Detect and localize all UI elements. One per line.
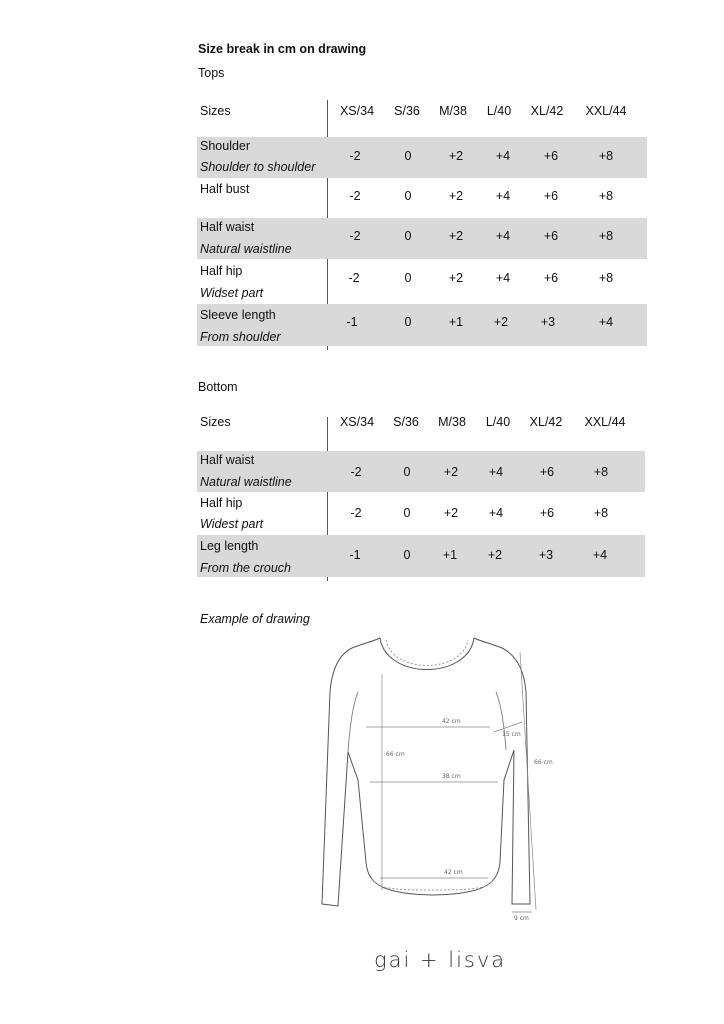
tops-row-half-waist <box>197 218 647 259</box>
cell-xxl: +8 <box>598 149 614 163</box>
neckline-outer <box>380 638 474 670</box>
cell-xl: +6 <box>539 506 555 520</box>
garment-drawing <box>318 632 558 927</box>
cell-l: +4 <box>495 149 511 163</box>
row-label: Half hip <box>200 496 243 510</box>
row-sublabel: Shoulder to shoulder <box>200 160 316 174</box>
shirt-outline <box>322 638 530 906</box>
bottom-table <box>197 411 645 581</box>
row-sublabel: From shoulder <box>200 330 281 344</box>
sleeve-length-measure-line <box>520 652 536 910</box>
right-sleeve-seam <box>496 692 506 750</box>
left-sleeve-seam <box>348 692 358 752</box>
cell-l: +4 <box>495 271 511 285</box>
page-heading: Size break in cm on drawing <box>198 42 367 56</box>
tops-section-label: Tops <box>198 66 225 80</box>
cell-xl: +6 <box>543 271 559 285</box>
cell-xs: -2 <box>350 506 362 520</box>
cell-xs: -1 <box>346 315 358 329</box>
cell-xxl: +8 <box>593 506 609 520</box>
tops-header-l: L/40 <box>486 104 512 118</box>
cell-m: +2 <box>448 229 464 243</box>
row-label: Shoulder <box>200 139 251 153</box>
bottom-header-xxl: XXL/44 <box>584 415 626 429</box>
tops-header-xl: XL/42 <box>530 104 564 118</box>
cell-m: +1 <box>448 315 464 329</box>
tops-header-xs: XS/34 <box>339 104 375 118</box>
cell-xxl: +4 <box>598 315 614 329</box>
tops-header-xxl: XXL/44 <box>585 104 627 118</box>
row-label: Half waist <box>200 453 255 467</box>
cell-s: 0 <box>404 271 412 285</box>
bottom-header-xs: XS/34 <box>339 415 375 429</box>
drawing-caption: Example of drawing <box>200 612 310 626</box>
tops-header-m: M/38 <box>439 104 467 118</box>
cell-m: +2 <box>443 506 459 520</box>
cell-xs: -1 <box>349 548 361 562</box>
sleeve-width-label: 15 cm <box>502 731 521 738</box>
bottom-row-leg-length <box>197 535 645 577</box>
cell-xl: +6 <box>543 229 559 243</box>
cell-l: +2 <box>487 548 503 562</box>
hem-stitch <box>372 878 494 890</box>
body-length-label: 66 cm <box>386 751 405 758</box>
cell-s: 0 <box>404 149 412 163</box>
cell-s: 0 <box>404 189 412 203</box>
cell-m: +2 <box>448 149 464 163</box>
cell-xs: -2 <box>349 229 361 243</box>
cell-xl: +6 <box>543 149 559 163</box>
cell-l: +2 <box>493 315 509 329</box>
cell-xs: -2 <box>349 149 361 163</box>
cell-s: 0 <box>403 506 411 520</box>
cell-s: 0 <box>403 548 411 562</box>
cell-xxl: +8 <box>598 189 614 203</box>
cell-xl: +3 <box>540 315 556 329</box>
row-label: Half hip <box>200 264 243 278</box>
cell-l: +4 <box>495 189 511 203</box>
neckline-stitch <box>386 640 468 666</box>
cell-xl: +6 <box>539 465 555 479</box>
bottom-row-half-hip <box>197 493 645 535</box>
row-sublabel: From the crouch <box>200 561 292 575</box>
cell-m: +2 <box>443 465 459 479</box>
cuff-label: 9 cm <box>514 915 529 922</box>
row-sublabel: Natural waistline <box>200 242 292 256</box>
waist-label: 38 cm <box>442 773 461 780</box>
bottom-header-row <box>197 415 645 435</box>
cell-xxl: +8 <box>593 465 609 479</box>
tops-row-shoulder <box>197 137 647 178</box>
row-label: Leg length <box>200 539 259 553</box>
tops-header-row <box>197 104 647 124</box>
cell-s: 0 <box>404 315 412 329</box>
cell-xxl: +8 <box>598 271 614 285</box>
bottom-section-label: Bottom <box>198 380 238 394</box>
cell-xl: +6 <box>543 189 559 203</box>
tops-row-sleeve-length <box>197 304 647 346</box>
cell-s: 0 <box>404 229 412 243</box>
cell-xs: -2 <box>350 465 362 479</box>
bottom-header-m: M/38 <box>438 415 466 429</box>
cell-m: +1 <box>442 548 458 562</box>
sleeve-length-label: 66 cm <box>534 759 553 766</box>
row-sublabel: Widset part <box>200 286 264 300</box>
row-label: Sleeve length <box>200 308 276 322</box>
cell-xs: -2 <box>349 189 361 203</box>
cell-m: +2 <box>448 271 464 285</box>
bust-label: 42 cm <box>442 718 461 725</box>
cell-l: +4 <box>488 506 504 520</box>
bottom-header-l: L/40 <box>485 415 511 429</box>
hem-label: 42 cm <box>444 869 463 876</box>
cell-l: +4 <box>495 229 511 243</box>
bottom-header-sizes: Sizes <box>200 415 231 429</box>
cell-xxl: +8 <box>598 229 614 243</box>
row-label: Half waist <box>200 220 255 234</box>
row-sublabel: Natural waistline <box>200 475 292 489</box>
bottom-row-half-waist <box>197 451 645 492</box>
cell-l: +4 <box>488 465 504 479</box>
cell-m: +2 <box>448 189 464 203</box>
brand-logo: gai + lisva <box>374 948 507 972</box>
bottom-header-xl: XL/42 <box>529 415 563 429</box>
tops-row-half-bust <box>197 180 647 218</box>
bottom-header-s: S/36 <box>393 415 419 429</box>
tops-header-sizes: Sizes <box>200 104 231 118</box>
cell-xl: +3 <box>538 548 554 562</box>
cell-s: 0 <box>403 465 411 479</box>
row-label: Half bust <box>200 182 250 196</box>
row-sublabel: Widest part <box>200 517 264 531</box>
cell-xs: -2 <box>348 271 360 285</box>
cell-xxl: +4 <box>592 548 608 562</box>
tops-header-s: S/36 <box>394 104 420 118</box>
tops-row-half-hip <box>197 260 647 304</box>
tops-table <box>197 100 647 350</box>
